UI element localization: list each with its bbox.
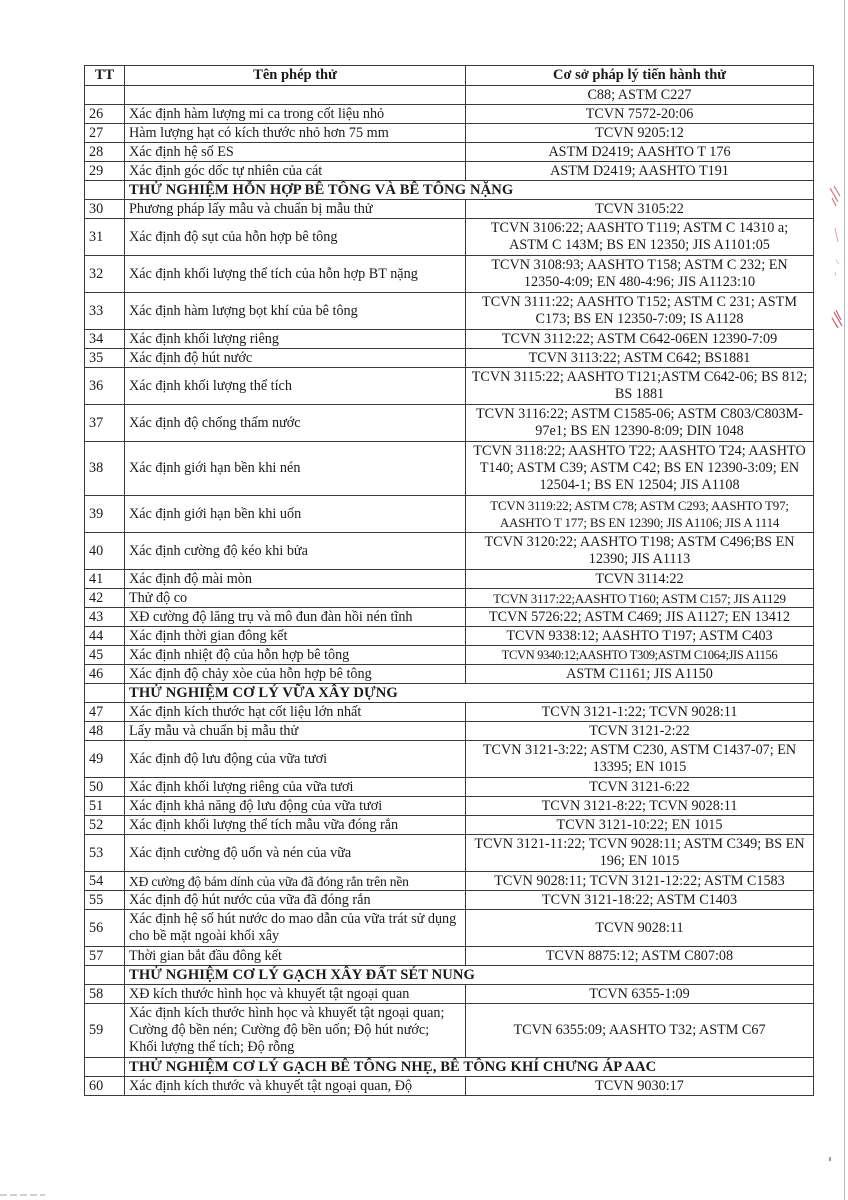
cell-standard: TCVN 3121-3:22; ASTM C230, ASTM C1437-07; EN 13395; EN 1015 xyxy=(466,741,814,778)
cell-standard: TCVN 3121-2:22 xyxy=(466,722,814,741)
cell-test-name: Xác định độ lưu động của vữa tươi xyxy=(125,741,466,778)
cell-standard: TCVN 3117:22;AASHTO T160; ASTM C157; JIS A1129 xyxy=(466,589,814,608)
cell-test-name: Lấy mẫu và chuẩn bị mẫu thử xyxy=(125,722,466,741)
scan-speck xyxy=(829,1157,831,1161)
table-row xyxy=(85,405,814,442)
cell-standard: ASTM C1161; JIS A1150 xyxy=(466,665,814,684)
cell-test-name: Xác định khối lượng thể tích của hỗn hợp BT nặng xyxy=(125,256,466,293)
table-row xyxy=(85,627,814,646)
cell-standard: TCVN 3121-6:22 xyxy=(466,778,814,797)
cell-tt: 40 xyxy=(85,533,125,570)
cell-tt: 58 xyxy=(85,985,125,1004)
cell-standard: ASTM D2419; AASHTO T191 xyxy=(466,162,814,181)
table-row xyxy=(85,162,814,181)
cell-test-name: Xác định khối lượng thể tích mẫu vữa đóng rắn xyxy=(125,816,466,835)
cell-standard: TCVN 9030:17 xyxy=(466,1077,814,1096)
cell-standard: TCVN 9205:12 xyxy=(466,124,814,143)
table-row xyxy=(85,646,814,665)
cell-standard: TCVN 9028:11 xyxy=(466,910,814,947)
section-title: THỬ NGHIỆM HỖN HỢP BÊ TÔNG VÀ BÊ TÔNG NẶNG xyxy=(125,181,814,200)
section-title: THỬ NGHIỆM CƠ LÝ GẠCH BÊ TÔNG NHẸ, BÊ TÔNG KHÍ CHƯNG ÁP AAC xyxy=(125,1058,814,1077)
section-tt-empty xyxy=(85,684,125,703)
cell-test-name: Xác định độ sụt của hỗn hợp bê tông xyxy=(125,219,466,256)
table-row xyxy=(85,124,814,143)
table-row-continuation xyxy=(85,86,814,105)
cell-test-name: Xác định độ hút nước của vữa đã đóng rắn xyxy=(125,891,466,910)
cell-tt: 48 xyxy=(85,722,125,741)
cell-tt: 29 xyxy=(85,162,125,181)
cell-tt: 55 xyxy=(85,891,125,910)
cell-tt: 31 xyxy=(85,219,125,256)
table-row xyxy=(85,835,814,872)
table-row xyxy=(85,330,814,349)
cell-tt: 33 xyxy=(85,293,125,330)
cell-tt: 36 xyxy=(85,368,125,405)
cell-standard: TCVN 3121-1:22; TCVN 9028:11 xyxy=(466,703,814,722)
cell-test-name: Xác định khối lượng riêng xyxy=(125,330,466,349)
table-row xyxy=(85,256,814,293)
table-row xyxy=(85,219,814,256)
cell-tt: 37 xyxy=(85,405,125,442)
cell-tt: 35 xyxy=(85,349,125,368)
footer-dashed-line xyxy=(0,1194,45,1196)
cell-standard: TCVN 3114:22 xyxy=(466,570,814,589)
table-row xyxy=(85,496,814,533)
cell-standard: TCVN 3105:22 xyxy=(466,200,814,219)
cell-test-name: Xác định hệ số ES xyxy=(125,143,466,162)
table-row xyxy=(85,105,814,124)
cell-standard: TCVN 3121-11:22; TCVN 9028:11; ASTM C349; BS EN 196; EN 1015 xyxy=(466,835,814,872)
header-test-name: Tên phép thử xyxy=(125,66,466,86)
cell-test-name: Xác định độ hút nước xyxy=(125,349,466,368)
table-row xyxy=(85,910,814,947)
section-row xyxy=(85,181,814,200)
cell-test-name: Xác định kích thước hình học và khuyết tật ngoại quan; Cường độ bền nén; Cường độ bền uốn; Độ hút nước; Khối lượng thể tích; Độ rỗng xyxy=(125,1004,466,1058)
cell-standard: C88; ASTM C227 xyxy=(466,86,814,105)
cell-test-name: Xác định giới hạn bền khi uốn xyxy=(125,496,466,533)
cell-test-name: Xác định góc dốc tự nhiên của cát xyxy=(125,162,466,181)
cell-standard: TCVN 8875:12; ASTM C807:08 xyxy=(466,947,814,966)
cell-tt: 28 xyxy=(85,143,125,162)
cell-standard: TCVN 9338:12; AASHTO T197; ASTM C403 xyxy=(466,627,814,646)
table-row xyxy=(85,741,814,778)
section-row xyxy=(85,684,814,703)
cell-tt: 60 xyxy=(85,1077,125,1096)
cell-tt: 38 xyxy=(85,442,125,496)
table-row xyxy=(85,442,814,496)
cell-tt: 41 xyxy=(85,570,125,589)
cell-tt: 51 xyxy=(85,797,125,816)
cell-standard: TCVN 6355:09; AASHTO T32; ASTM C67 xyxy=(466,1004,814,1058)
table-row xyxy=(85,703,814,722)
table-row xyxy=(85,589,814,608)
header-tt: TT xyxy=(85,66,125,86)
cell-standard: TCVN 3111:22; AASHTO T152; ASTM C 231; ASTM C173; BS EN 12350-7:09; IS A1128 xyxy=(466,293,814,330)
cell-test-name: Thử độ co xyxy=(125,589,466,608)
cell-test-name: Xác định kích thước hạt cốt liệu lớn nhất xyxy=(125,703,466,722)
cell-tt: 50 xyxy=(85,778,125,797)
cell-test-name: XĐ kích thước hình học và khuyết tật ngoại quan xyxy=(125,985,466,1004)
cell-tt: 54 xyxy=(85,872,125,891)
cell-standard: TCVN 5726:22; ASTM C469; JIS A1127; EN 13412 xyxy=(466,608,814,627)
cell-tt: 45 xyxy=(85,646,125,665)
cell-standard: TCVN 3115:22; AASHTO T121;ASTM C642-06; BS 812; BS 1881 xyxy=(466,368,814,405)
table-row xyxy=(85,368,814,405)
cell-tt: 42 xyxy=(85,589,125,608)
cell-tt: 44 xyxy=(85,627,125,646)
cell-tt: 57 xyxy=(85,947,125,966)
cell-tt: 43 xyxy=(85,608,125,627)
cell-test-name: Xác định kích thước và khuyết tật ngoại quan, Độ xyxy=(125,1077,466,1096)
cell-standard: TCVN 7572-20:06 xyxy=(466,105,814,124)
table-row xyxy=(85,349,814,368)
cell-tt: 27 xyxy=(85,124,125,143)
cell-tt: 39 xyxy=(85,496,125,533)
table-row xyxy=(85,293,814,330)
cell-test-name: Xác định khả năng độ lưu động của vữa tươi xyxy=(125,797,466,816)
cell-tt: 26 xyxy=(85,105,125,124)
cell-tt: 32 xyxy=(85,256,125,293)
cell-tt: 47 xyxy=(85,703,125,722)
cell-tt: 56 xyxy=(85,910,125,947)
cell-standard: TCVN 9028:11; TCVN 3121-12:22; ASTM C1583 xyxy=(466,872,814,891)
cell-test-name: Xác định hàm lượng mi ca trong cốt liệu nhỏ xyxy=(125,105,466,124)
cell-standard: TCVN 9340:12;AASHTO T309;ASTM C1064;JIS A1156 xyxy=(466,646,814,665)
cell-test-name: Xác định hàm lượng bọt khí của bê tông xyxy=(125,293,466,330)
section-tt-empty xyxy=(85,1058,125,1077)
cell-tt: 59 xyxy=(85,1004,125,1058)
cell-standard: TCVN 3121-8:22; TCVN 9028:11 xyxy=(466,797,814,816)
table-row xyxy=(85,665,814,684)
table-row xyxy=(85,816,814,835)
cell-standard: TCVN 3108:93; AASHTO T158; ASTM C 232; EN 12350-4:09; EN 480-4:96; JIS A1123:10 xyxy=(466,256,814,293)
cell-tt: 52 xyxy=(85,816,125,835)
cell-test-name xyxy=(125,86,466,105)
cell-tt: 53 xyxy=(85,835,125,872)
table-row xyxy=(85,570,814,589)
cell-test-name: Xác định độ chống thấm nước xyxy=(125,405,466,442)
cell-tt: 46 xyxy=(85,665,125,684)
table-row xyxy=(85,533,814,570)
cell-test-name: Xác định nhiệt độ của hỗn hợp bê tông xyxy=(125,646,466,665)
section-tt-empty xyxy=(85,181,125,200)
cell-test-name: Xác định khối lượng riêng của vữa tươi xyxy=(125,778,466,797)
section-row xyxy=(85,1058,814,1077)
table-row xyxy=(85,985,814,1004)
table-row xyxy=(85,891,814,910)
test-standards-table xyxy=(84,65,814,1096)
cell-standard: TCVN 3120:22; AASHTO T198; ASTM C496;BS EN 12390; JIS A1113 xyxy=(466,533,814,570)
cell-standard: TCVN 3119:22; ASTM C78; ASTM C293; AASHTO T97; AASHTO T 177; BS EN 12390; JIS A1106; JIS A 1114 xyxy=(466,496,814,533)
cell-standard: TCVN 3116:22; ASTM C1585-06; ASTM C803/C803M-97e1; BS EN 12390-8:09; DIN 1048 xyxy=(466,405,814,442)
table-row xyxy=(85,778,814,797)
cell-test-name: Xác định độ mài mòn xyxy=(125,570,466,589)
header-legal-basis: Cơ sở pháp lý tiến hành thử xyxy=(466,66,814,86)
cell-tt: 34 xyxy=(85,330,125,349)
table-row xyxy=(85,797,814,816)
cell-standard: TCVN 3112:22; ASTM C642-06EN 12390-7:09 xyxy=(466,330,814,349)
stamp-fragment-icon xyxy=(826,180,846,340)
section-row xyxy=(85,966,814,985)
cell-test-name: Xác định thời gian đông kết xyxy=(125,627,466,646)
cell-tt xyxy=(85,86,125,105)
cell-test-name: Xác định độ chảy xòe của hỗn hợp bê tông xyxy=(125,665,466,684)
table-row xyxy=(85,1004,814,1058)
table-row xyxy=(85,608,814,627)
cell-test-name: Thời gian bắt đầu đông kết xyxy=(125,947,466,966)
cell-test-name: Hàm lượng hạt có kích thước nhỏ hơn 75 mm xyxy=(125,124,466,143)
cell-standard: TCVN 6355-1:09 xyxy=(466,985,814,1004)
section-tt-empty xyxy=(85,966,125,985)
cell-standard: TCVN 3121-10:22; EN 1015 xyxy=(466,816,814,835)
cell-standard: TCVN 3106:22; AASHTO T119; ASTM C 14310 a; ASTM C 143M; BS EN 12350; JIS A1101:05 xyxy=(466,219,814,256)
cell-tt: 30 xyxy=(85,200,125,219)
table-row xyxy=(85,947,814,966)
cell-standard: TCVN 3118:22; AASHTO T22; AASHTO T24; AASHTO T140; ASTM C39; ASTM C42; BS EN 12390-3:09; EN 12504-1; BS EN 12504; JIS A1108 xyxy=(466,442,814,496)
cell-test-name: XĐ cường độ bám dính của vữa đã đóng rắn trên nền xyxy=(125,872,466,891)
cell-test-name: Phương pháp lấy mẫu và chuẩn bị mẫu thử xyxy=(125,200,466,219)
table-row xyxy=(85,722,814,741)
cell-tt: 49 xyxy=(85,741,125,778)
cell-test-name: Xác định hệ số hút nước do mao dẫn của vữa trát sử dụng cho bề mặt ngoài khối xây xyxy=(125,910,466,947)
table-row xyxy=(85,872,814,891)
cell-standard: TCVN 3113:22; ASTM C642; BS1881 xyxy=(466,349,814,368)
table-row xyxy=(85,143,814,162)
section-title: THỬ NGHIỆM CƠ LÝ VỮA XÂY DỰNG xyxy=(125,684,814,703)
cell-standard: TCVN 3121-18:22; ASTM C1403 xyxy=(466,891,814,910)
cell-test-name: Xác định giới hạn bền khi nén xyxy=(125,442,466,496)
table-row xyxy=(85,200,814,219)
cell-test-name: Xác định cường độ kéo khi bửa xyxy=(125,533,466,570)
cell-test-name: XĐ cường độ lăng trụ và mô đun đàn hồi nén tĩnh xyxy=(125,608,466,627)
cell-test-name: Xác định cường độ uốn và nén của vữa xyxy=(125,835,466,872)
section-title: THỬ NGHIỆM CƠ LÝ GẠCH XÂY ĐẤT SÉT NUNG xyxy=(125,966,814,985)
table-header-row xyxy=(85,66,814,86)
cell-standard: ASTM D2419; AASHTO T 176 xyxy=(466,143,814,162)
table-row xyxy=(85,1077,814,1096)
cell-test-name: Xác định khối lượng thể tích xyxy=(125,368,466,405)
